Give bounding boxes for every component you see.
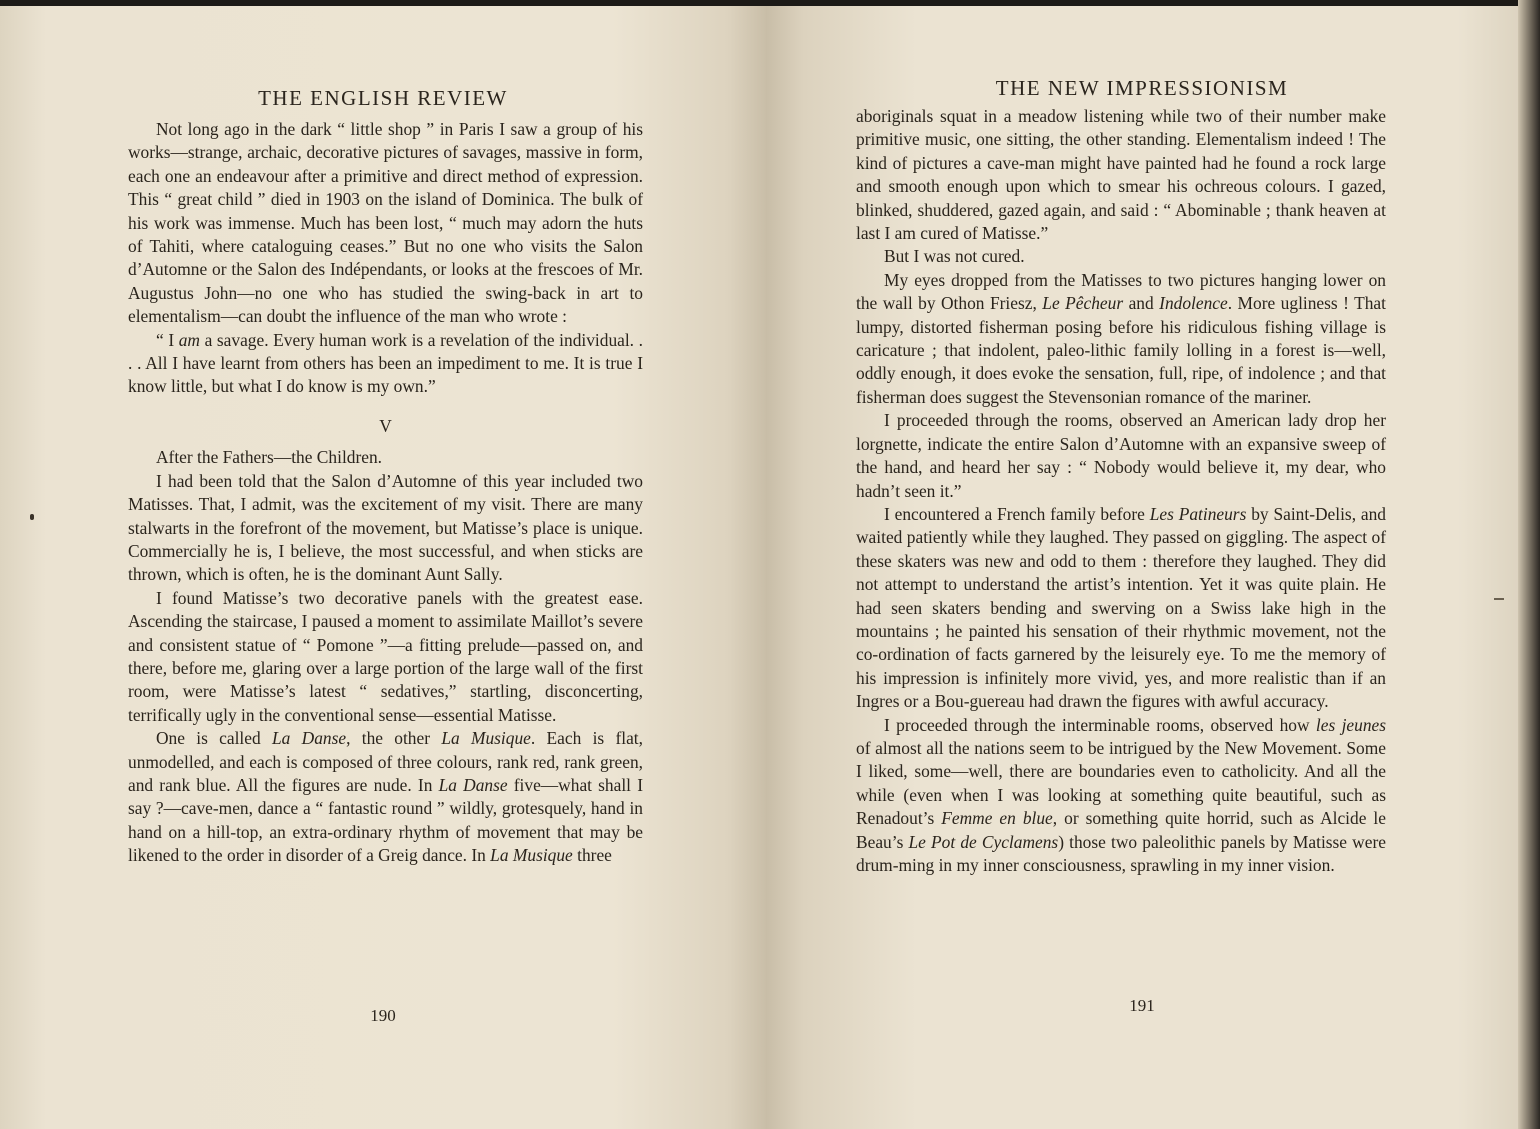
paragraph: My eyes dropped from the Matisses to two pictures hanging lower on the wall by Othon Friesz, Le Pêcheur and Indolence. More ugliness ! That lumpy, distorted fisherman posing before his ridiculous fishing village is caricature ; that indolent, paleo-lithic family lolling in a forest is—well, oddly enough, it does evoke the sensation, full, ripe, of indolence ; and that fisherman does suggest the Stevensonian romance of the mariner. — [856, 269, 1386, 407]
paragraph: One is called La Danse, the other La Musique. Each is flat, unmodelled, and each is composed of three colours, rank red, rank green, and rank blue. All the figures are nude. In La Danse five—what shall I say ?—cave-men, dance a “ fantastic round ” wildly, grotesquely, hand in hand on a hill-top, an extra-ordinary rhythm of movement that may be likened to the order in disorder of a Greig dance. In La Musique three — [128, 728, 643, 866]
left-page — [0, 6, 766, 1129]
running-head-left: THE ENGLISH REVIEW — [258, 86, 508, 110]
paragraph: I proceeded through the rooms, observed an American lady drop her lorgnette, indicate the entire Salon d’Automne with an expansive sweep of the hand, and heard her say : “ Nobody would believe it, my dear, who hadn’t seen it.” — [856, 410, 1386, 501]
book-edge — [1518, 0, 1540, 1129]
paragraph-quote: “ I am a savage. Every human work is a revelation of the individual. . . . All I have learnt from others has been an impediment to me. It is true I know little, but what I do know is my own.” — [128, 329, 643, 397]
paragraph: But I was not cured. — [884, 246, 1025, 267]
running-head-right: THE NEW IMPRESSIONISM — [995, 76, 1289, 100]
paragraph: I found Matisse’s two decorative panels with the greatest ease. Ascending the staircase, I paused a moment to assimilate Maillot’s severe and consistent statue of “ Pomone ”—a fitting prelude—passed on, and there, before me, glaring over a large portion of the large wall of the first room, were Matisse’s latest “ sedatives,” startling, disconcerting, terrifically ugly in the conventional sense—essential Matisse. — [128, 587, 643, 725]
paragraph: I had been told that the Salon d’Automne of this year included two Matisses. That, I admit, was the excitement of my visit. There are many stalwarts in the forefront of the movement, but Matisse’s place is unique. Commercially he is, I believe, the most successful, and when sticks are thrown, which is often, he is the dominant Aunt Sally. — [128, 470, 643, 585]
page-number-right: 191 — [1129, 996, 1155, 1015]
right-page-text — [856, 105, 1386, 877]
paragraph: aboriginals squat in a meadow listening while two of their number make primitive music, one sitting, the other standing. Elementalism indeed ! The kind of pictures a cave-man might have painted had he found a rock large and smooth enough upon which to smear his ochreous colours. I gazed, blinked, shuddered, gazed again, and said : “ Abominable ; thank heaven at last I am cured of Matisse.” — [856, 106, 1386, 244]
paragraph: Not long ago in the dark “ little shop ” in Paris I saw a group of his works—strange, archaic, decorative pictures of savages, massive in form, each one an endeavour after a primitive and direct method of expression. This “ great child ” died in 1903 on the island of Dominica. The bulk of his work was immense. Much has been lost, “ much may adorn the huts of Tahiti, where cataloguing ceases.” But no one who visits the Salon d’Automne or the Salon des Indépendants, or looks at the frescoes of Mr. Augustus John—no one who has studied the swing-back in art to elementalism—can doubt the influence of the man who wrote : — [128, 119, 643, 327]
paragraph: After the Fathers—the Children. — [156, 447, 383, 468]
right-page — [766, 6, 1518, 1129]
paragraph: I encountered a French family before Les Patineurs by Saint-Delis, and waited patiently while they laughed. They passed on giggling. The aspect of these skaters was new and odd to them : therefore they laughed. They did not attempt to understand the artist’s intention. Yet it was quite plain. He had seen skaters bending and swerving on a Swiss lake high in the mountains ; he painted his sensation of their rhythmic movement, not the co-ordination of facts garnered by the leisurely eye. To me the memory of his impression is infinitely more vivid, yes, and more realistic than if an Ingres or a Bou-guereau had drawn the figures with awful accuracy. — [856, 503, 1386, 712]
margin-mark — [1494, 598, 1504, 600]
ink-speck — [30, 514, 34, 520]
page-number-left: 190 — [370, 1006, 396, 1025]
paragraph: I proceeded through the interminable rooms, observed how les jeunes of almost all the nations seem to be intrigued by the New Movement. Some I liked, some—well, there are boundaries even to catholicity. And all the while (even when I was looking at something quite beautiful, such as Renadout’s Femme en blue, or something quite horrid, such as Alcide le Beau’s Le Pot de Cyclamens) those two paleolithic panels by Matisse were drum-ming in my inner consciousness, sprawling in my inner vision. — [856, 714, 1386, 875]
section-number: V — [379, 415, 392, 436]
left-page-text — [128, 118, 643, 868]
